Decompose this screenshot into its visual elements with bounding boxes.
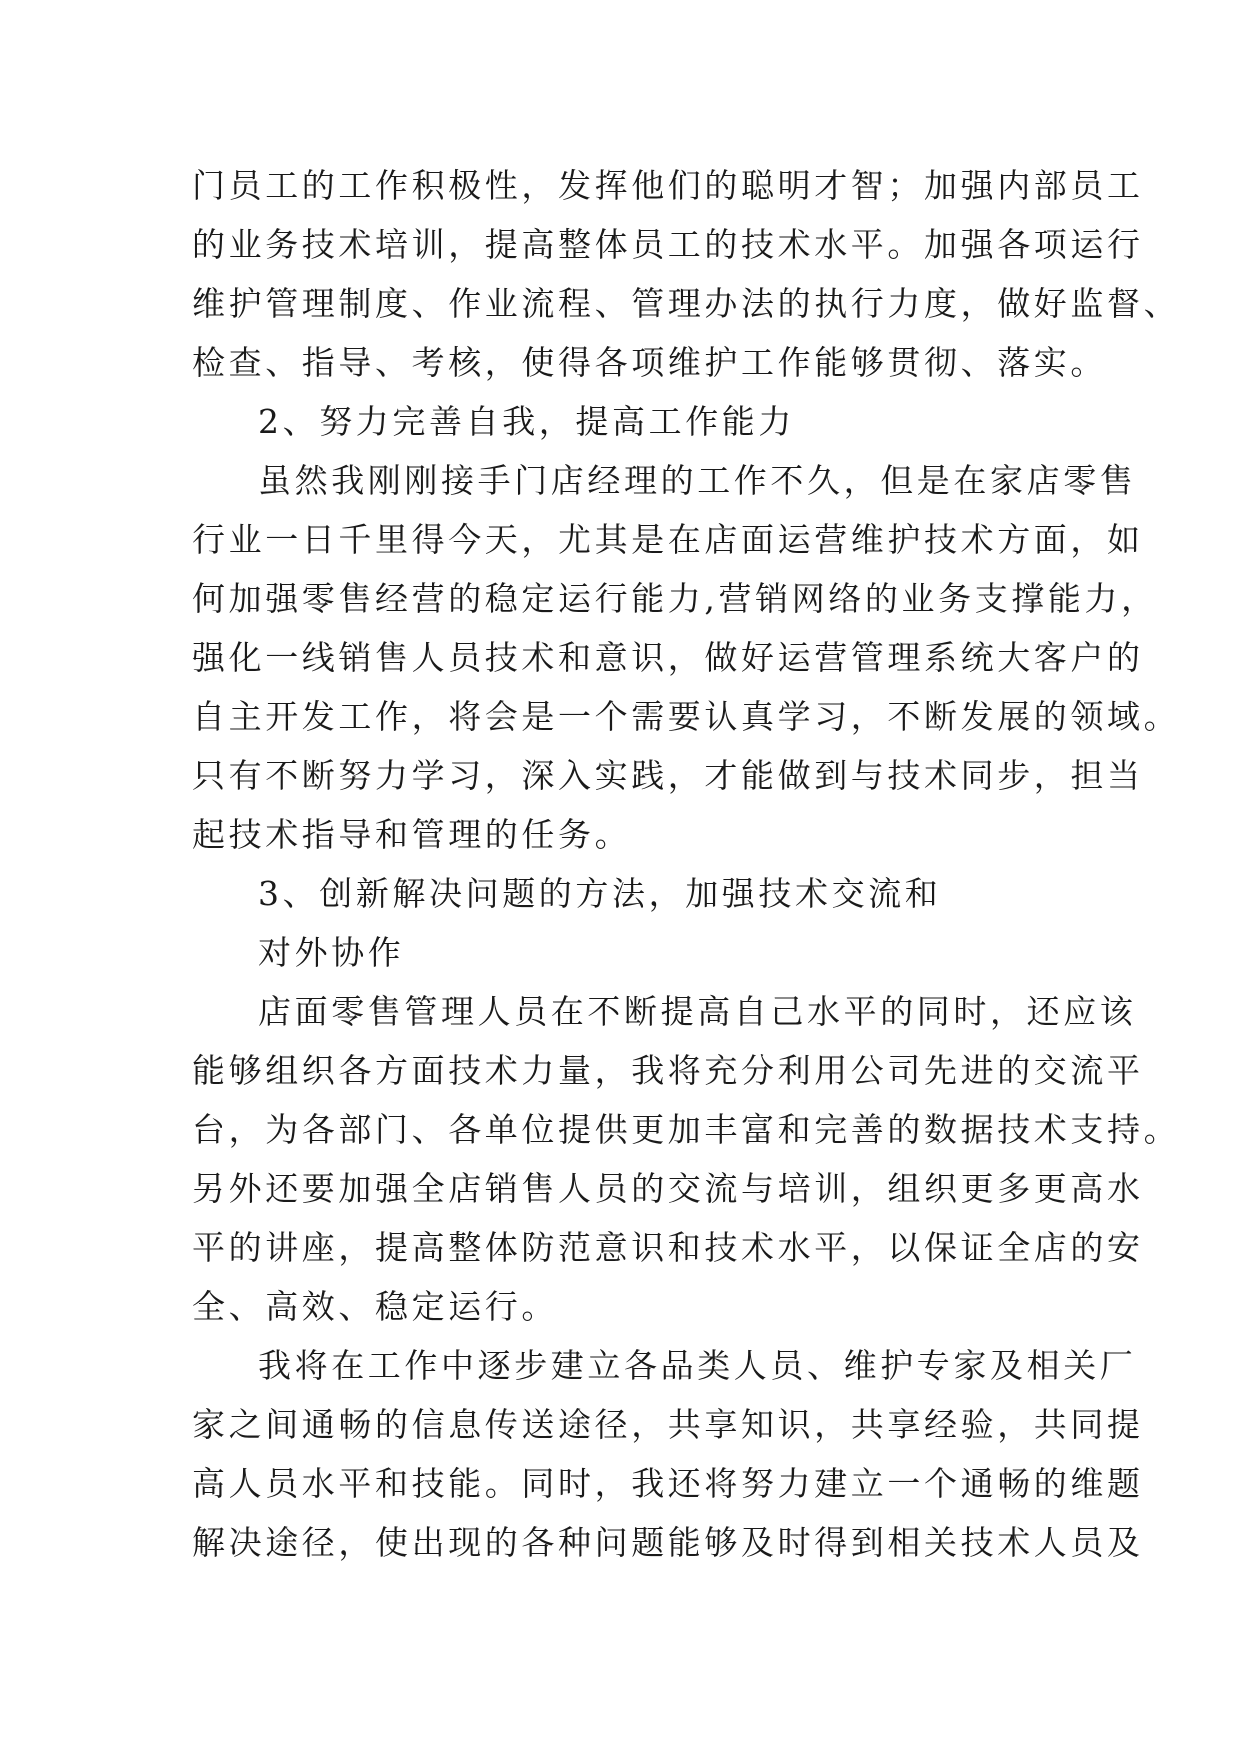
text-line: 起技术指导和管理的任务。 xyxy=(192,815,632,854)
text-line: 全、高效、稳定运行。 xyxy=(192,1287,558,1326)
text-line: 何加强零售经营的稳定运行能力,营销网络的业务支撑能力， xyxy=(192,579,1158,618)
text-line: 台，为各部门、各单位提供更加丰富和完善的数据技术支持。 xyxy=(192,1110,1181,1149)
text-line: 解决途径，使出现的各种问题能够及时得到相关技术人员及 xyxy=(192,1523,1144,1562)
text-line: 高人员水平和技能。同时，我还将努力建立一个通畅的维题 xyxy=(192,1464,1144,1503)
text-line: 平的讲座，提高整体防范意识和技术水平，以保证全店的安 xyxy=(192,1228,1144,1267)
text-line: 能够组织各方面技术力量，我将充分利用公司先进的交流平 xyxy=(192,1051,1144,1090)
section-heading: 3、创新解决问题的方法，加强技术交流和 xyxy=(258,874,942,913)
text-line: 家之间通畅的信息传送途径，共享知识，共享经验，共同提 xyxy=(192,1405,1144,1444)
text-line: 强化一线销售人员技术和意识，做好运营管理系统大客户的 xyxy=(192,638,1144,677)
text-line: 只有不断努力学习，深入实践，才能做到与技术同步，担当 xyxy=(192,756,1144,795)
text-line: 检查、指导、考核，使得各项维护工作能够贯彻、落实。 xyxy=(192,343,1107,382)
text-line: 门员工的工作积极性，发挥他们的聪明才智；加强内部员工 xyxy=(192,166,1144,205)
text-line: 自主开发工作，将会是一个需要认真学习，不断发展的领域。 xyxy=(192,697,1181,736)
text-line: 的业务技术培训，提高整体员工的技术水平。加强各项运行 xyxy=(192,225,1144,264)
text-line: 行业一日千里得今天，尤其是在店面运营维护技术方面，如 xyxy=(192,520,1144,559)
paragraph-start-line: 虽然我刚刚接手门店经理的工作不久，但是在家店零售 xyxy=(258,461,1137,500)
paragraph-start-line: 店面零售管理人员在不断提高自己水平的同时，还应该 xyxy=(258,992,1137,1031)
section-heading: 2、努力完善自我，提高工作能力 xyxy=(258,402,795,441)
text-line: 另外还要加强全店销售人员的交流与培训，组织更多更高水 xyxy=(192,1169,1144,1208)
paragraph-start-line: 我将在工作中逐步建立各品类人员、维护专家及相关厂 xyxy=(258,1346,1137,1385)
text-line: 维护管理制度、作业流程、管理办法的执行力度，做好监督、 xyxy=(192,284,1181,323)
section-heading-continued: 对外协作 xyxy=(258,933,405,972)
